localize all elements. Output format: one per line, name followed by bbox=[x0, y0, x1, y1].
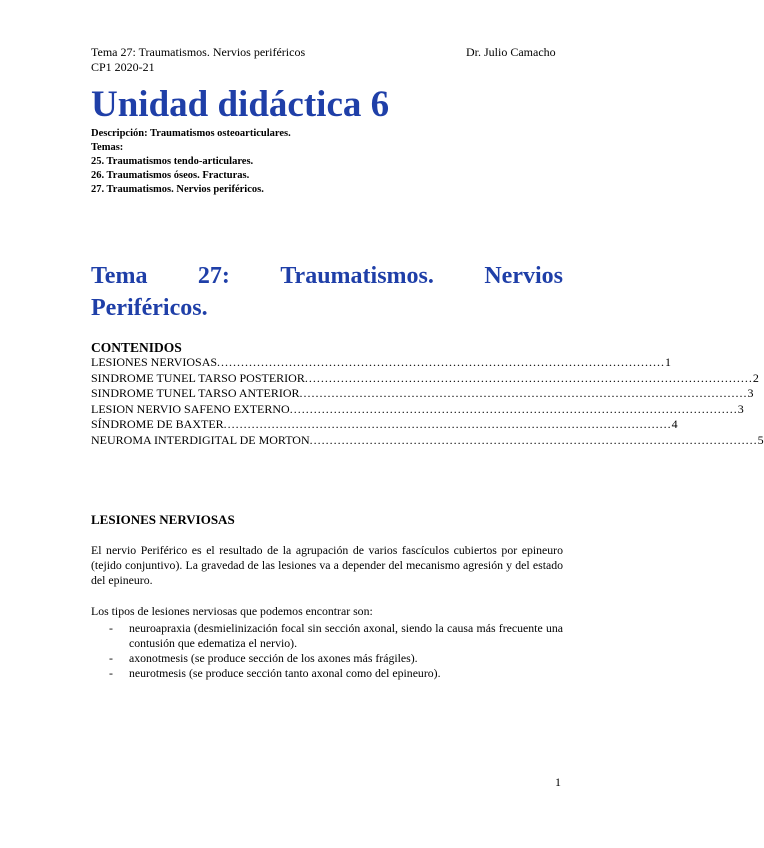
tema-word: Traumatismos. bbox=[280, 263, 434, 289]
header-course: CP1 2020-21 bbox=[91, 60, 155, 74]
list-item-text: neurotmesis (se produce sección tanto axonal como del epineuro). bbox=[129, 666, 441, 680]
unit-title: Unidad didáctica 6 bbox=[91, 84, 390, 125]
toc-entry-label: SÍNDROME DE BAXTER bbox=[91, 417, 224, 431]
tema-title bbox=[91, 260, 563, 324]
toc-entry[interactable] bbox=[91, 355, 672, 371]
tema-word: Nervios bbox=[484, 263, 563, 289]
toc-entry-label: SINDROME TUNEL TARSO POSTERIOR bbox=[91, 370, 305, 385]
unit-description: Descripción: Traumatismos osteoarticulares. bbox=[91, 128, 291, 139]
toc-entry-label: LESIONES NERVIOSAS bbox=[91, 355, 218, 369]
toc-heading: CONTENIDOS bbox=[91, 340, 182, 355]
toc-leader: ................................................................................................................ bbox=[217, 355, 666, 369]
list-item bbox=[91, 651, 563, 666]
toc-entry[interactable] bbox=[91, 370, 759, 387]
tema-line2: Periféricos. bbox=[91, 295, 208, 321]
tema-word: Tema bbox=[91, 263, 148, 289]
unit-meta bbox=[91, 127, 291, 197]
page-number: 1 bbox=[555, 775, 561, 789]
tema-word: 27: bbox=[197, 263, 230, 289]
toc-entry[interactable] bbox=[91, 432, 764, 449]
toc-entry-page: 2 bbox=[752, 370, 759, 385]
section-paragraph: Los tipos de lesiones nerviosas que podemos encontrar son: bbox=[91, 604, 373, 618]
toc-leader: ................................................................................................................ bbox=[304, 370, 753, 385]
section-paragraph: El nervio Periférico es el resultado de la agrupación de varios fascículos cubiertos por epineuro (tejido conjuntivo). La gravedad de las lesiones va a depender del mecanismo agresión y del estado del epineuro. bbox=[91, 543, 563, 587]
section-title: LESIONES NERVIOSAS bbox=[91, 512, 235, 527]
toc-leader: ................................................................................................................ bbox=[223, 417, 672, 431]
header-right: Dr. Julio Camacho bbox=[466, 45, 556, 59]
toc-entry-page: 1 bbox=[665, 355, 672, 369]
list-item-text: axonotmesis (se produce sección de los axones más frágiles). bbox=[129, 651, 418, 665]
header-left: Tema 27: Traumatismos. Nervios periféricos bbox=[91, 45, 306, 59]
toc-entry-page: 3 bbox=[737, 401, 744, 416]
bullet-dash: - bbox=[109, 621, 113, 635]
toc-entry[interactable] bbox=[91, 386, 754, 402]
bullet-dash: - bbox=[109, 666, 113, 680]
unit-topic: 27. Traumatismos. Nervios periféricos. bbox=[91, 184, 264, 195]
toc-entry-page: 5 bbox=[757, 432, 764, 447]
toc-entry-label: SINDROME TUNEL TARSO ANTERIOR bbox=[91, 386, 300, 400]
toc-entry-page: 4 bbox=[671, 417, 678, 431]
list-item-text: neuroapraxia (desmielinización focal sin sección axonal, siendo la causa más frecuente una contusión que edematiza el nervio). bbox=[129, 621, 563, 650]
toc-leader: ................................................................................................................ bbox=[299, 386, 748, 400]
toc-entry-label: LESION NERVIO SAFENO EXTERNO bbox=[91, 401, 290, 416]
table-of-contents bbox=[91, 340, 764, 448]
toc-entry[interactable] bbox=[91, 401, 744, 418]
bullet-dash: - bbox=[109, 651, 113, 665]
toc-leader: ................................................................................................................ bbox=[289, 401, 738, 416]
unit-topic: 25. Traumatismos tendo-articulares. bbox=[91, 156, 254, 167]
list-item bbox=[91, 621, 563, 651]
toc-entry-page: 3 bbox=[747, 386, 754, 400]
toc-entry-label: NEUROMA INTERDIGITAL DE MORTON bbox=[91, 432, 310, 447]
lesion-types-list bbox=[91, 621, 563, 681]
toc-entry[interactable] bbox=[91, 417, 678, 433]
list-item bbox=[91, 666, 563, 681]
toc-leader: ................................................................................................................ bbox=[309, 432, 758, 447]
unit-topics-label: Temas: bbox=[91, 142, 124, 153]
unit-topic: 26. Traumatismos óseos. Fracturas. bbox=[91, 170, 250, 181]
